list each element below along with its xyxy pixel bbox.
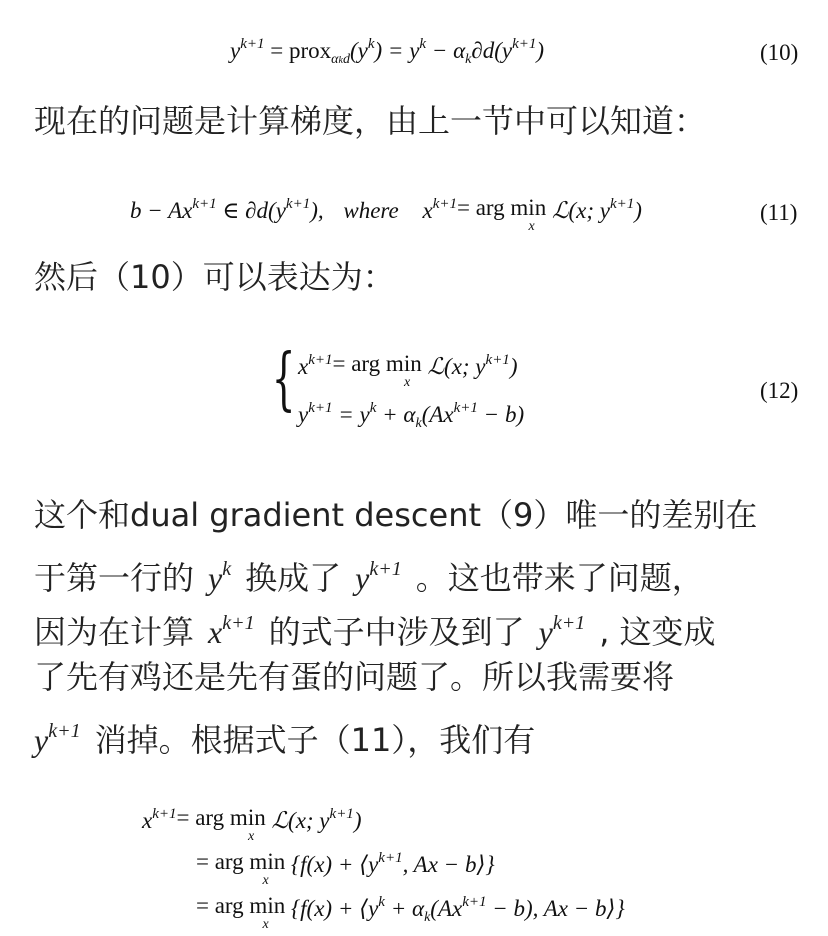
left-brace: { bbox=[271, 340, 296, 419]
equation-11: $b - Ax^{k+1}$ ∈ $\partial d(y^{k+1})$, where $x^{k+1}=$ arg min x ℒ(x; $y^{k+1}$) bbox=[130, 195, 642, 234]
paragraph-line-5: $y^{k+1}$ 消掉。根据式子（11），我们有 bbox=[34, 720, 536, 759]
equation-10: $y^{k+1}$ = $prox_{\alpha kd}(y^k) = y^k - \alpha_k\partial d(y^{k+1})$ bbox=[230, 36, 545, 67]
derivation-line-1: $x^{k+1}=$ arg min x ℒ(x; $y^{k+1}$) bbox=[142, 805, 362, 844]
paragraph-line-4: 了先有鸡还是先有蛋的问题了。所以我需要将 bbox=[34, 658, 675, 696]
paragraph-line-1: 这个和dual gradient descent（9）唯一的差别在 bbox=[34, 496, 758, 534]
paragraph-gradient-intro: 现在的问题是计算梯度，由上一节中可以知道： bbox=[34, 102, 707, 140]
equation-12-line-2: $y^{k+1} = y^k + \alpha_k(Ax^{k+1} - b)$ bbox=[298, 400, 525, 431]
equation-number-10: (10) bbox=[760, 40, 799, 65]
derivation-line-2: = arg min x {$f(x) + ⟨y^{k+1}$, Ax − b⟩} bbox=[196, 849, 495, 888]
paragraph-line-2: 于第一行的 $y^k$ 换成了 $y^{k+1}$ 。这也带来了问题， bbox=[34, 558, 704, 597]
where-keyword: where bbox=[343, 198, 399, 223]
paragraph-rewrite-10: 然后（10）可以表达为： bbox=[34, 258, 395, 296]
equation-number-12: (12) bbox=[760, 378, 799, 403]
equation-12-line-1: $x^{k+1}=$ arg min x ℒ(x; $y^{k+1}$) bbox=[298, 351, 518, 390]
paragraph-line-3: 因为在计算 $x^{k+1}$ 的式子中涉及到了 $y^{k+1}$ , 这变成 bbox=[34, 612, 716, 651]
derivation-line-3: = arg min x {$f(x) + ⟨y^k + \alpha_k(Ax^{k+1} - b)$, Ax − b⟩} bbox=[196, 893, 625, 932]
equation-number-11: (11) bbox=[760, 200, 798, 225]
